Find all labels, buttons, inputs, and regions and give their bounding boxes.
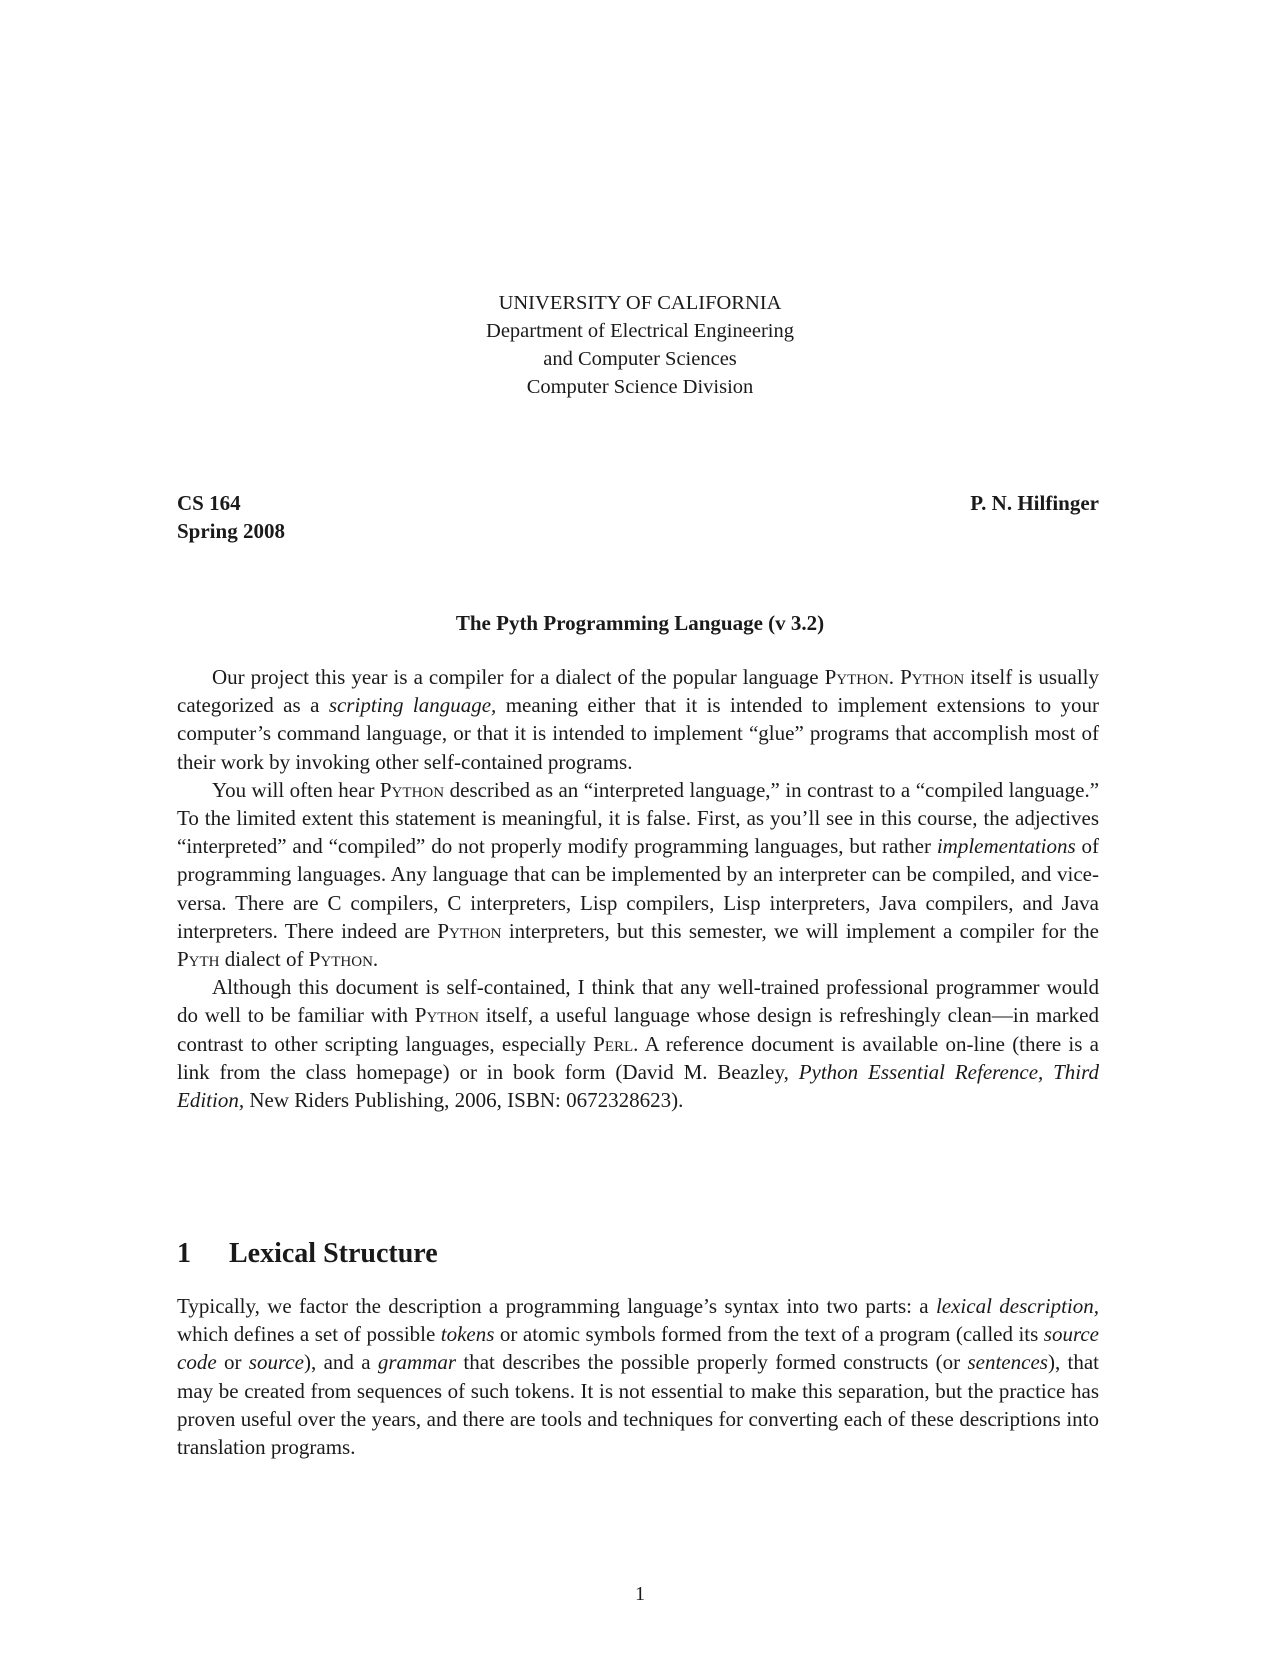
intro-section (177, 663, 1099, 1114)
intro-paragraph-1 (177, 663, 1099, 776)
text-run: or (216, 1350, 249, 1375)
language-name: Python (308, 947, 373, 972)
emphasis: lexical description, (935, 1294, 1099, 1318)
emphasis: sentences (967, 1350, 1048, 1375)
text-run: of programming languages. Any language that can be implemented by an interpreter can be compiled, and vice-versa. There are C compilers, C interpreters, Lisp compilers, Lisp interpreters, Java compilers, and Java interpreters. There indeed are (177, 834, 1099, 943)
book-title: Python Essential Reference, Third Edition, (177, 1059, 1100, 1113)
language-name: Python (824, 665, 889, 689)
text-run: itself, a useful language whose design is refreshingly clean—in marked contrast to other scripting languages, especially (177, 1003, 1099, 1056)
course-term: Spring 2008 (177, 519, 285, 543)
author: P. N. Hilfinger (970, 491, 1099, 515)
intro-paragraph-3 (177, 973, 1099, 1114)
text-run: dialect of (219, 947, 309, 972)
division-name: Computer Science Division (526, 376, 754, 398)
text-run: interpreters, but this semester, we will implement a compiler for the (501, 918, 1100, 943)
emphasis: source code (177, 1322, 1099, 1375)
emphasis: tokens (440, 1322, 495, 1347)
language-name: Python (414, 1003, 479, 1028)
text-run: . A reference document is available on-line (there is a link from the class homepage) or in book form (David M. Beazley, (177, 1031, 1099, 1084)
university-name: UNIVERSITY OF CALIFORNIA (498, 292, 782, 314)
emphasis: source (248, 1350, 305, 1375)
text-run: You will often hear (212, 777, 380, 802)
text-run: described as an “interpreted language,” in contrast to a “compiled language.” To the limited extent this statement is meaningful, it is false. First, as you’ll see in this course, the adjectives “interpreted” and “compiled” do not properly modify programming languages, but rather (177, 777, 1100, 859)
text-run: . (372, 947, 379, 972)
intro-paragraph-2 (177, 776, 1099, 973)
text-run: Our project this year is a compiler for a dialect of the popular language (212, 665, 825, 689)
language-name: Python (437, 918, 502, 943)
course-info (177, 489, 285, 545)
course-code: CS 164 (177, 491, 241, 515)
text-run: Typically, we factor the description a programming language’s syntax into two parts: a (177, 1294, 936, 1318)
text-run: Although this document is self-contained, I think that any well-trained professional programmer would do well to be familiar with (177, 975, 1099, 1028)
text-run: itself is usually categorized as a (177, 665, 1099, 718)
institution-header (0, 289, 1280, 401)
section-title: Lexical Structure (229, 1238, 438, 1269)
text-run: New Riders Publishing, 2006, ISBN: 0672328623). (244, 1088, 684, 1113)
section-1-paragraph-1 (177, 1292, 1099, 1461)
text-run: that describes the possible properly formed constructs (or (456, 1350, 968, 1375)
section-heading (177, 1236, 438, 1272)
section-1-body (177, 1292, 1099, 1461)
document-title: The Pyth Programming Language (v 3.2) (455, 611, 825, 635)
page-number: 1 (635, 1583, 645, 1605)
section-number: 1 (177, 1238, 191, 1269)
text-run: which defines a set of possible (177, 1322, 441, 1347)
department-name-cont: and Computer Sciences (543, 348, 737, 370)
emphasis: implementations (936, 834, 1076, 859)
text-run: . (888, 665, 901, 689)
text-run: ), and a (304, 1350, 378, 1375)
language-name: Perl (593, 1031, 634, 1056)
language-name: Python (379, 777, 445, 802)
language-name: Pyth (177, 947, 220, 972)
text-run: or atomic symbols formed from the text of a program (called its (494, 1322, 1044, 1347)
text-run: meaning either that it is intended to implement extensions to your computer’s command language, or that it is intended to implement “glue” programs that accomplish most of their work by invoking other self-contained programs. (177, 693, 1099, 774)
language-name: Python (900, 665, 965, 689)
department-name: Department of Electrical Engineering (486, 320, 794, 342)
emphasis: scripting language, (328, 693, 497, 718)
emphasis: grammar (377, 1350, 457, 1375)
text-run: ), that may be created from sequences of such tokens. It is not essential to make this separation, but the practice has proven useful over the years, and there are tools and techniques for converting each of these descriptions into translation programs. (177, 1350, 1100, 1460)
